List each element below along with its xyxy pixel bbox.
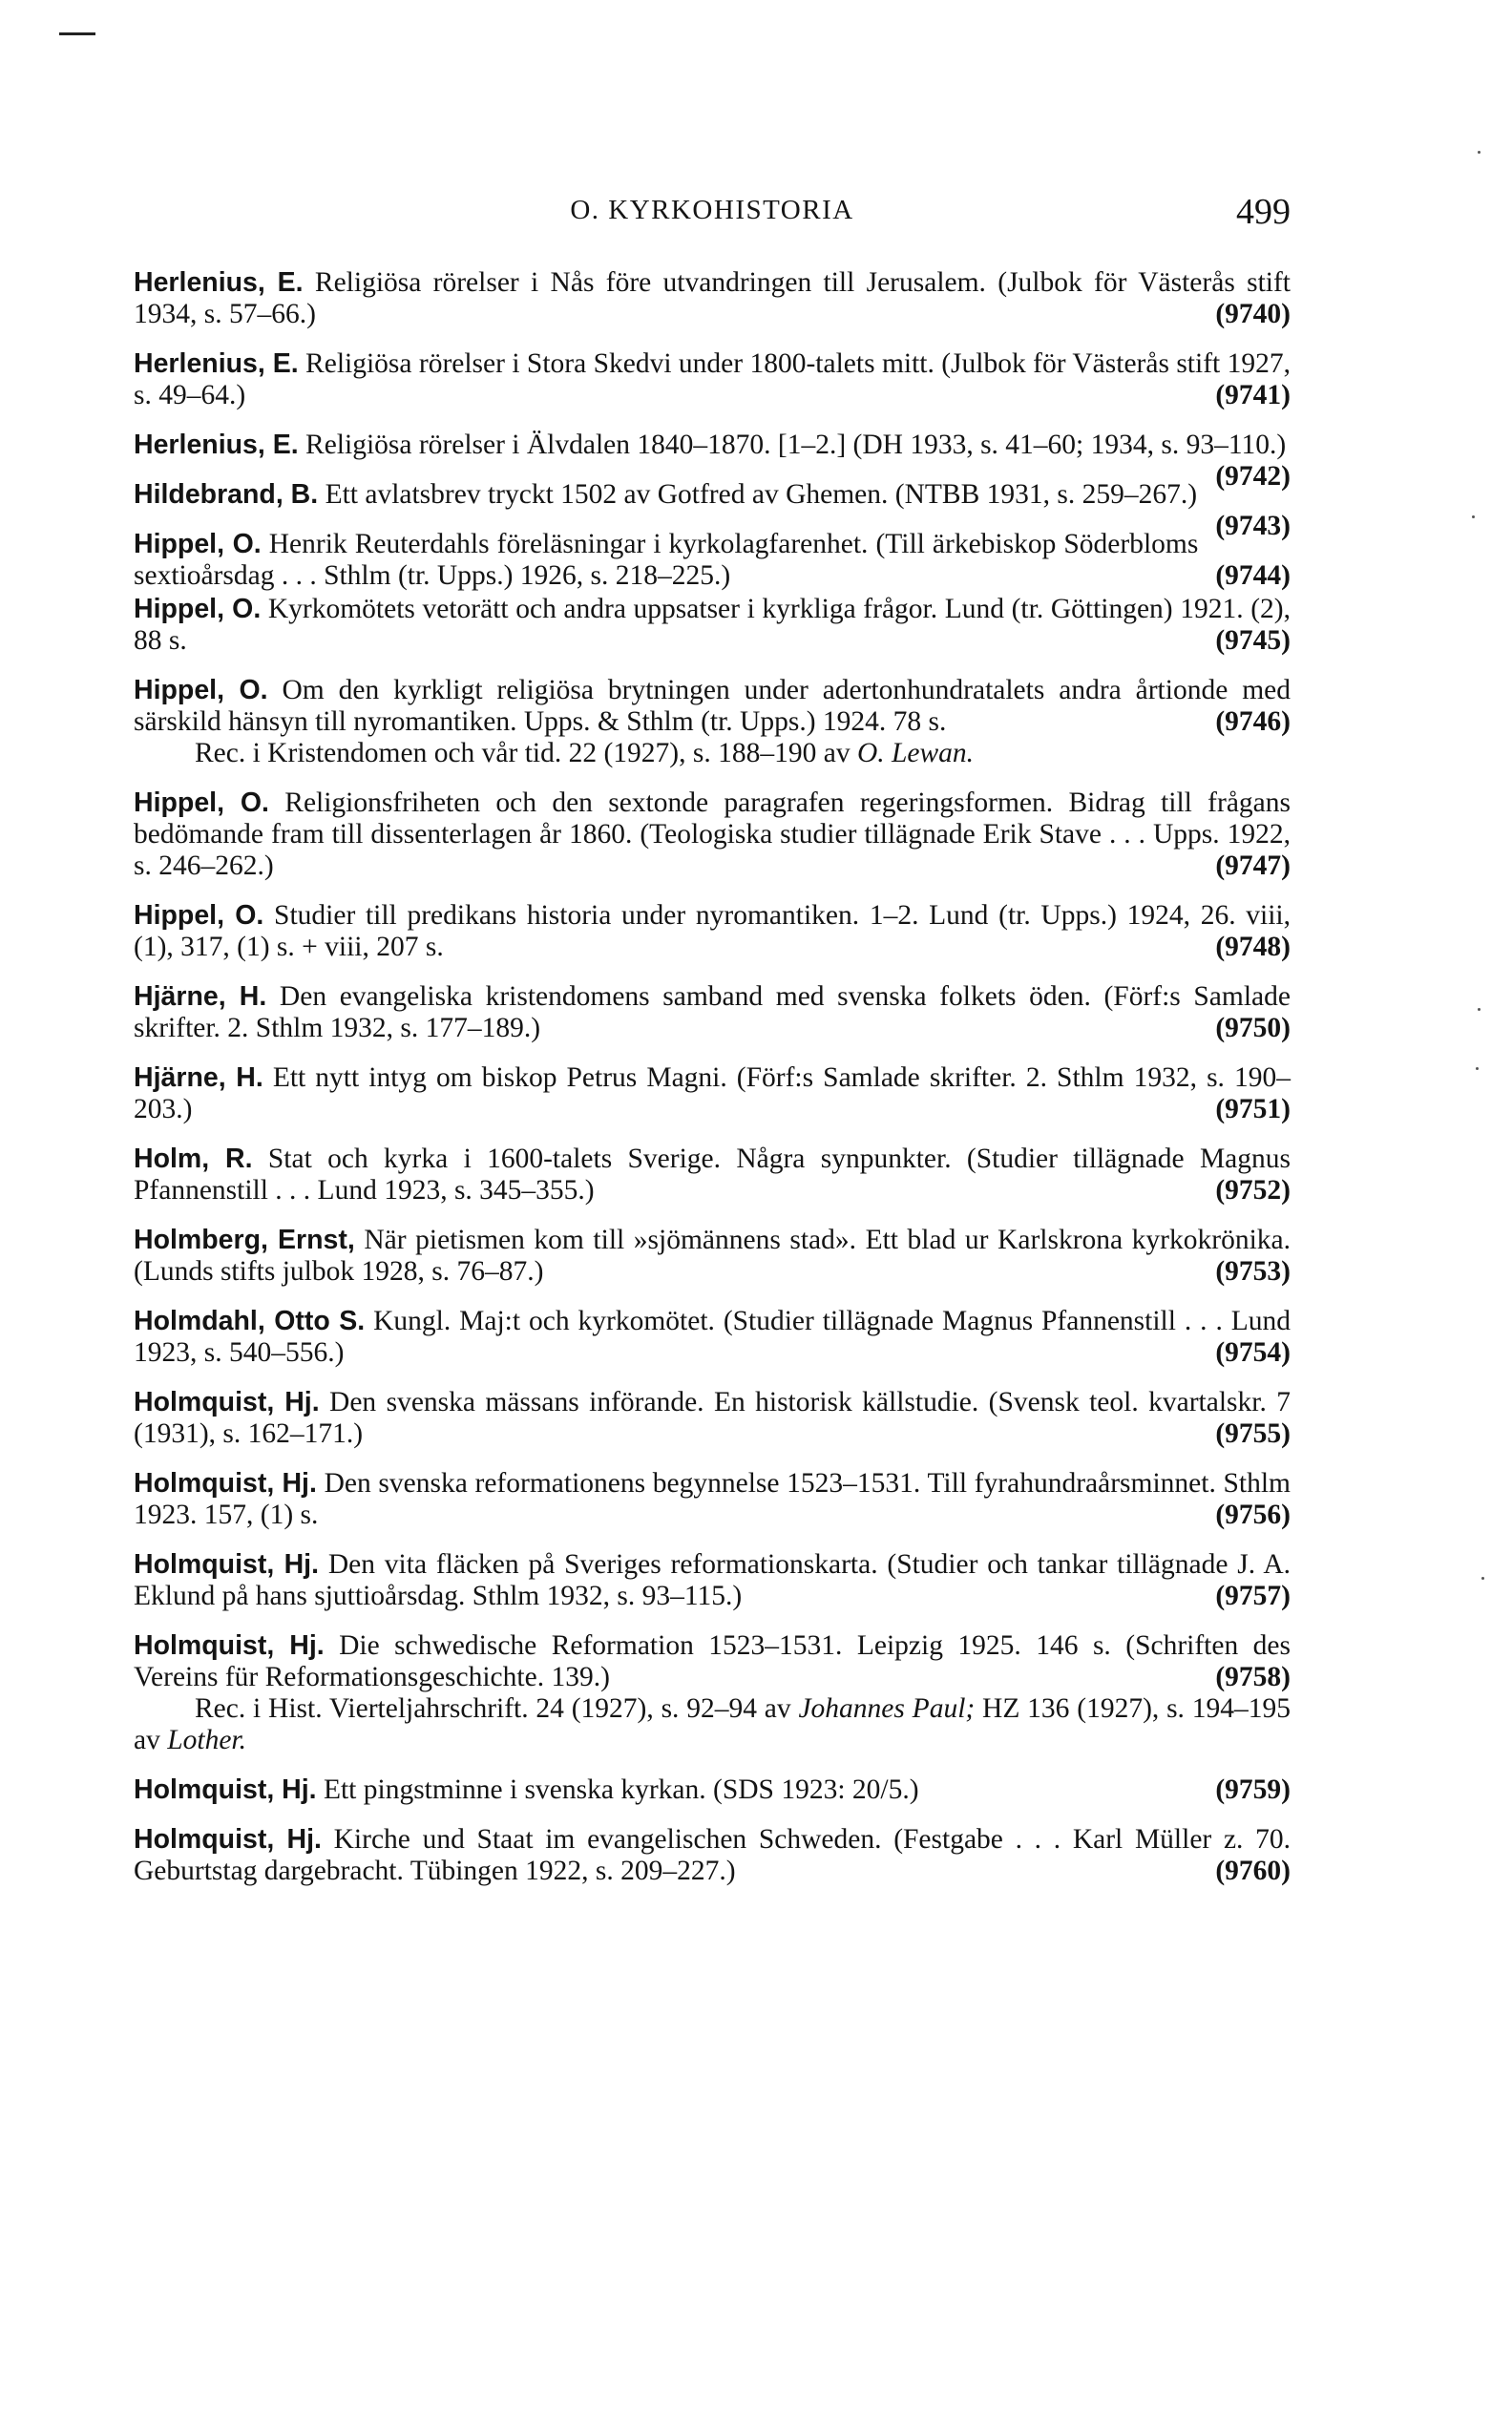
scan-speck	[1472, 515, 1475, 518]
entry-9752	[134, 1144, 1291, 1207]
entry-9746	[134, 675, 1291, 769]
review-author: O. Lewan.	[856, 738, 975, 768]
entry-9756	[134, 1468, 1291, 1531]
entry-number: (9740)	[1215, 299, 1291, 329]
entry-text: Ett nytt intyg om biskop Petrus Magni. (Förf:s Samlade skrifter. 2. Sthlm 1932, s. 190–203.)	[134, 1062, 1291, 1124]
entry-author: Hippel, O.	[134, 594, 262, 624]
entry-text: Henrik Reuterdahls föreläsningar i kyrkolagfarenhet. (Till ärkebiskop Söderbloms sextioårsdag . . . Sthlm (tr. Upps.) 1926, s. 218–225.)	[134, 529, 1199, 591]
entry-text: När pietismen kom till »sjömännens stad». Ett blad ur Karlskrona kyrkokrönika. (Lunds stifts julbok 1928, s. 76–87.)	[134, 1225, 1291, 1287]
entry-number: (9758)	[1215, 1662, 1291, 1692]
entry-author: Hippel, O.	[134, 787, 269, 818]
entry-9747	[134, 787, 1291, 882]
entry-author: Holmdahl, Otto S.	[134, 1306, 366, 1336]
entry-number: (9752)	[1215, 1175, 1291, 1206]
review-text: Rec. i Hist. Vierteljahrschrift. 24 (1927), s. 92–94 av	[195, 1693, 791, 1724]
entry-text: Religiösa rörelser i Nås före utvandringen till Jerusalem. (Julbok för Västerås stift 1934, s. 57–66.)	[134, 267, 1292, 329]
entry-number: (9751)	[1215, 1094, 1291, 1124]
entry-text: Den evangeliska kristendomens samband med svenska folkets öden. (Förf:s Samlade skrifter. 2. Sthlm 1932, s. 177–189.)	[134, 981, 1291, 1043]
entry-author: Hjärne, H.	[134, 981, 267, 1012]
entry-author: Hippel, O.	[134, 900, 264, 931]
entry-number: (9750)	[1215, 1013, 1291, 1043]
entry-author: Holmquist, Hj.	[134, 1468, 317, 1499]
entry-text: Kungl. Maj:t och kyrkomötet. (Studier tillägnade Magnus Pfannenstill . . . Lund 1923, s. 540–556.)	[134, 1306, 1292, 1368]
entry-9741	[134, 348, 1291, 411]
entry-author: Holmquist, Hj.	[134, 1549, 320, 1580]
entry-number: (9756)	[1215, 1500, 1291, 1530]
scan-speck	[1476, 1067, 1479, 1070]
entry-number: (9744)	[1215, 560, 1291, 591]
entry-9748	[134, 900, 1291, 963]
entry-9757	[134, 1549, 1291, 1612]
review-text: HZ 136 (1927), s. 194–195 av	[134, 1693, 1291, 1755]
entry-author: Holmquist, Hj.	[134, 1774, 317, 1805]
entry-number: (9743)	[1215, 511, 1291, 541]
entry-author: Hjärne, H.	[134, 1062, 263, 1093]
entry-number: (9754)	[1215, 1337, 1291, 1368]
entry-author: Herlenius, E.	[134, 348, 299, 379]
page-header	[134, 191, 1291, 248]
entry-text: Den svenska reformationens begynnelse 1523–1531. Till fyrahundraårsminnet. Sthlm 1923. 157, (1) s.	[134, 1468, 1291, 1530]
entry-9744	[134, 529, 1291, 592]
entry-number: (9755)	[1215, 1418, 1291, 1449]
entry-9754	[134, 1306, 1291, 1369]
entry-number: (9746)	[1215, 706, 1291, 737]
entry-9759	[134, 1774, 1291, 1806]
scan-speck	[1481, 1577, 1484, 1580]
entry-text: Ett avlatsbrev tryckt 1502 av Gotfred av Ghemen. (NTBB 1931, s. 259–267.)	[318, 479, 1198, 510]
scan-speck	[1478, 151, 1480, 154]
entry-number: (9742)	[1215, 461, 1291, 492]
entry-text: Religiösa rörelser i Stora Skedvi under 1800-talets mitt. (Julbok för Västerås stift 1927, s. 49–64.)	[134, 348, 1291, 410]
entry-9743	[134, 479, 1291, 541]
corner-mark	[59, 32, 95, 35]
entry-text: Die schwedische Reformation 1523–1531. Leipzig 1925. 146 s. (Schriften des Vereins für Reformationsgeschichte. 139.)	[134, 1630, 1291, 1692]
entry-author: Holm, R.	[134, 1144, 253, 1174]
review-author: Johannes Paul;	[798, 1693, 976, 1724]
entry-number: (9759)	[1215, 1774, 1291, 1805]
entry-9760	[134, 1824, 1291, 1887]
entry-9755	[134, 1387, 1291, 1450]
entry-text: Den vita fläcken på Sveriges reformationskarta. (Studier och tankar tillägnade J. A. Eklund på hans sjuttioårsdag. Sthlm 1932, s. 93–115.)	[134, 1549, 1291, 1611]
entry-text: Stat och kyrka i 1600-talets Sverige. Några synpunkter. (Studier tillägnade Magnus Pfannenstill . . . Lund 1923, s. 345–355.)	[134, 1144, 1292, 1206]
entry-text: Studier till predikans historia under nyromantiken. 1–2. Lund (tr. Upps.) 1924, 26. viii, (1), 317, (1) s. + viii, 207 s.	[134, 900, 1291, 962]
entry-author: Holmquist, Hj.	[134, 1630, 325, 1661]
entry-author: Hippel, O.	[134, 529, 262, 559]
entry-number: (9745)	[1215, 625, 1291, 656]
entry-text: Religiösa rörelser i Älvdalen 1840–1870. [1–2.] (DH 1933, s. 41–60; 1934, s. 93–110.)	[298, 430, 1287, 460]
review-note	[134, 738, 1291, 769]
entry-9751	[134, 1062, 1291, 1125]
scan-speck	[1478, 1008, 1480, 1011]
entry-text: Ett pingstminne i svenska kyrkan. (SDS 1923: 20/5.)	[316, 1774, 919, 1805]
entry-text: Om den kyrkligt religiösa brytningen under adertonhundratalets andra årtionde med särskild hänsyn till nyromantiken. Upps. & Sthlm (tr. Upps.) 1924. 78 s.	[134, 675, 1291, 737]
entry-9750	[134, 981, 1291, 1044]
entry-number: (9748)	[1215, 932, 1291, 962]
entry-author: Herlenius, E.	[134, 430, 299, 460]
entry-9758	[134, 1630, 1291, 1756]
bibliography-list	[134, 267, 1291, 1905]
entry-9740	[134, 267, 1291, 330]
entry-text: Kirche und Staat im evangelischen Schweden. (Festgabe . . . Karl Müller z. 70. Geburtstag dargebracht. Tübingen 1922, s. 209–227.)	[134, 1824, 1291, 1886]
entry-text: Kyrkomötets vetorätt och andra uppsatser i kyrkliga frågor. Lund (tr. Göttingen) 1921. (2), 88 s.	[134, 594, 1291, 656]
review-note	[134, 1693, 1291, 1756]
entry-author: Holmquist, Hj.	[134, 1387, 320, 1417]
entry-text: Religionsfriheten och den sextonde paragrafen regeringsformen. Bidrag till frågans bedömande fram till dissenterlagen år 1860. (Teologiska studier tillägnade Erik Stave . . . Upps. 1922, s. 246–262.)	[134, 787, 1291, 881]
page-number: 499	[1236, 192, 1291, 232]
review-author: Lother.	[167, 1725, 247, 1755]
entry-number: (9760)	[1215, 1856, 1291, 1886]
entry-9742	[134, 430, 1291, 492]
entry-number: (9747)	[1215, 850, 1291, 881]
entry-number: (9757)	[1215, 1581, 1291, 1611]
entry-text: Den svenska mässans införande. En historisk källstudie. (Svensk teol. kvartalskr. 7 (1931), s. 162–171.)	[134, 1387, 1291, 1449]
entry-number: (9741)	[1215, 380, 1291, 410]
review-text: Rec. i Kristendomen och vår tid. 22 (1927), s. 188–190 av	[195, 738, 850, 768]
entry-author: Hildebrand, B.	[134, 479, 319, 510]
entry-9745	[134, 594, 1291, 657]
section-title: O. KYRKOHISTORIA	[570, 195, 854, 225]
entry-number: (9753)	[1215, 1256, 1291, 1287]
entry-author: Holmquist, Hj.	[134, 1824, 322, 1855]
entry-author: Holmberg, Ernst,	[134, 1225, 355, 1255]
entry-9753	[134, 1225, 1291, 1288]
entry-author: Hippel, O.	[134, 675, 268, 705]
entry-author: Herlenius, E.	[134, 267, 304, 298]
